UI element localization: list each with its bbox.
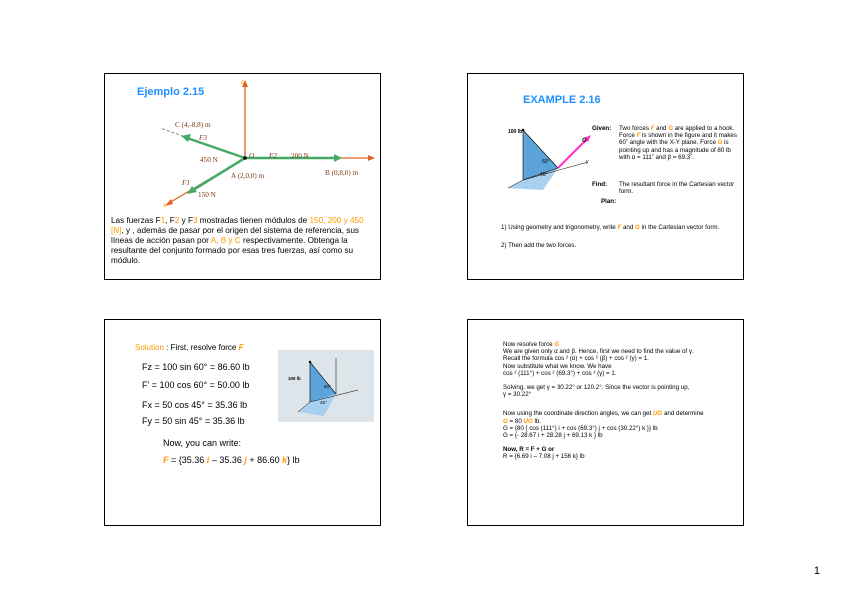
force-f-label: 100 lb xyxy=(508,129,523,135)
axis-z-label: z xyxy=(241,78,244,86)
now-write: Now, you can write: xyxy=(163,438,242,448)
f3-magnitude: 450 N xyxy=(200,156,218,164)
force-figure xyxy=(278,350,374,422)
given-text: Two forces F and G are applied to a hook. Force F is shown in the figure and it makes 60˚ angle with the X-Y plane. Force G is pointing up and has a magnitude of 80 lb with α = 111˚ and β = 69.3˚. xyxy=(619,125,737,161)
solution-heading: Solution : First, resolve force F xyxy=(135,343,244,352)
f1-magnitude: 150 N xyxy=(198,191,216,199)
problem-statement: Las fuerzas F1, F2 y F3 mostradas tienen módulos de 150, 200 y 450 [N], y , además de pasar por el origen del sistema de referencia, sus líneas de acción pasan por A, B y C respectivamente. Obtenga la resultante del conjunto formado por esas tres fuerzas, así como su módulo. xyxy=(111,216,364,265)
axis-y-label: y xyxy=(586,159,589,165)
fig-60: 60° xyxy=(324,384,331,389)
plan-step-1: 1) Using geometry and trigonometry, write F and G in the Cartesian vector form. xyxy=(501,224,720,231)
slide-title: EXAMPLE 2.16 xyxy=(523,94,601,106)
eq-fy: Fy = 50 sin 45° = 35.36 lb xyxy=(142,416,245,426)
f1-label: F1 xyxy=(182,179,190,187)
eq-fprime: F' = 100 cos 60° = 50.00 lb xyxy=(142,380,250,390)
slide-ejemplo-2-15 xyxy=(104,73,381,280)
plan-step-2: 2) Then add the two forces. xyxy=(501,242,577,249)
f2-label: F2 xyxy=(269,152,277,160)
force-g-label: G xyxy=(582,137,587,144)
eq-fz: Fz = 100 sin 60° = 86.60 lb xyxy=(142,362,250,372)
axis-x-label: x xyxy=(163,201,167,209)
point-c-label: C (4,-8,8) m xyxy=(175,121,211,129)
point-b-label: B (0,8,0) m xyxy=(325,169,359,177)
fig-100lb: 100 lb xyxy=(288,376,301,381)
point-a-label: A (2,0,0) m xyxy=(231,172,265,180)
fig-45: 45° xyxy=(320,400,327,405)
slide-title: Ejemplo 2.15 xyxy=(137,86,205,98)
given-label: Given: xyxy=(592,125,612,132)
resolve-g-text: Now resolve force G We are given only α and β. Hence, first we need to find the value of γ. Recall the formula cos ² (α) + cos ² (β) + cos ² (γ) = 1. Now substitute what we know. We have cos ² (111°) + cos ² (69.3°) + cos ² (γ) = 1. Solving, we get γ = 30.22° or 120.2°. Since the vector is pointing up, γ = 30.22° Now using the coordinate direction angles, we can get UG and determine G = 80 UG lb. G = {80 { cos (111°) i + cos (69.3°) j + cos (30.22°) k }} lb G = {- 28.67 i + 28.28 j + 69.13 k } lb Now, R = F + G or R = {6.69 i – 7.08 j + 156 k} lb xyxy=(503,341,704,461)
plan-label: Plan: xyxy=(601,198,617,205)
find-label: Find: xyxy=(592,181,608,188)
force-diagram xyxy=(145,78,380,213)
result-f: F = {35.36 i – 35.36 j + 86.60 k} lb xyxy=(163,455,300,465)
page-number: 1 xyxy=(813,565,820,577)
find-text: The resultant force in the Cartesian vector form. xyxy=(619,181,735,196)
slide-example-2-16 xyxy=(467,73,744,280)
angle-45-label: 45° xyxy=(540,172,548,178)
slide-solution-f xyxy=(104,319,381,526)
eq-fx: Fx = 50 cos 45° = 35.36 lb xyxy=(142,400,248,410)
origin-label: O xyxy=(249,152,255,160)
f3-label: F3 xyxy=(199,134,207,142)
angle-60-label: 60° xyxy=(542,159,550,165)
slide-resolve-g xyxy=(467,319,744,526)
f2-magnitude: 200 N xyxy=(291,152,309,160)
